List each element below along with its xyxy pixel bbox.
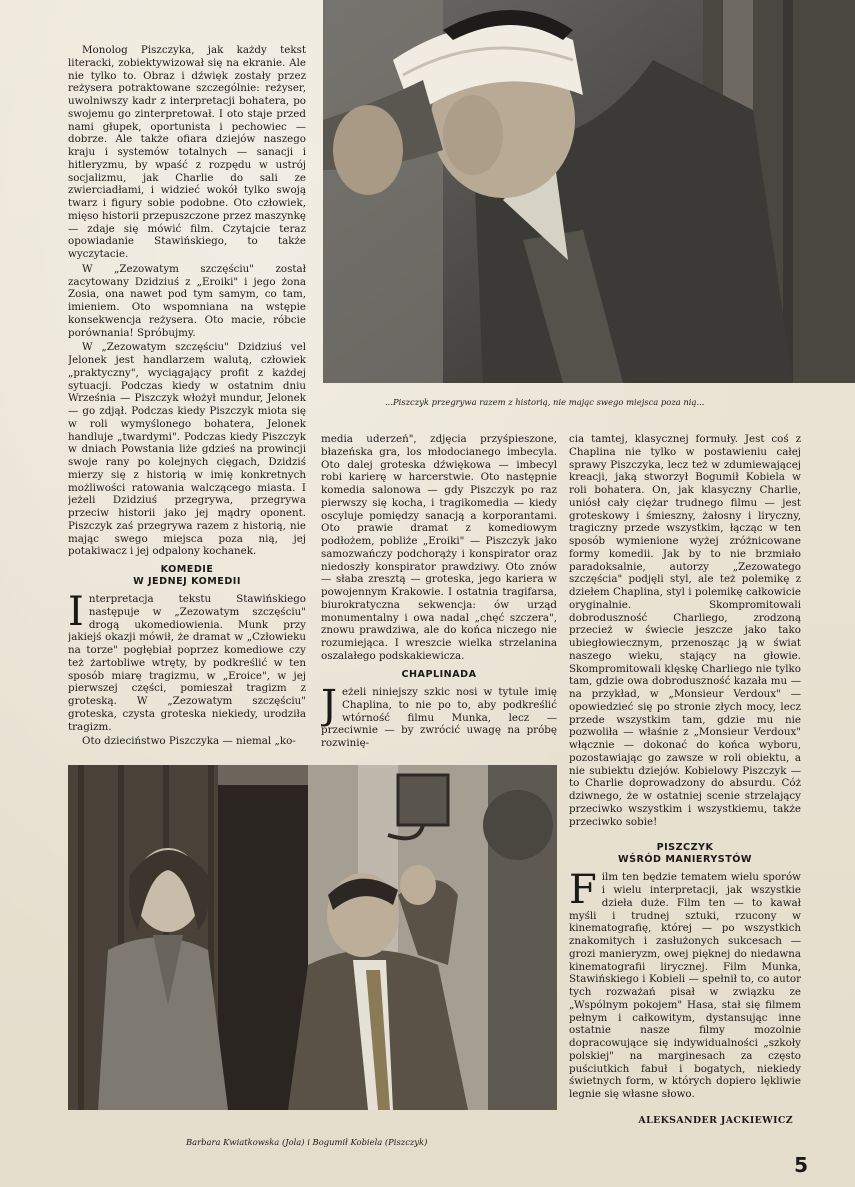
bottom-photo-caption: Barbara Kwiatkowska (Jola) i Bogumił Kobiela (Piszczyk) bbox=[186, 1137, 428, 1147]
paragraph: W „Zezowatym szczęściu" Dzidziuś vel Jelonek jest handlarzem walutą, człowiek „praktyczny", wyciągający profit z każdej sytuacji. Podczas kiedy w ostatnim dniu Września — Piszczyk włożył mundur, Jelonek — go zdjął. Podczas kiedy Piszczyk miota się w roli wymyślonego bohatera, Jelonek handluje „twardymi". Podczas kiedy Piszczyk w dniach Powstania liże gdzieś na prowincji swoje rany po kolejnych cięgach, Dzidziś mierzy się z historią w imię konkretnych możliwości ratowania walczącego miasta. I jeżeli Dzidziuś przegrywa, przegrywa przeciw historii jako jej mądry oponent. Piszczyk zaś przegrywa razem z historią, nie mając swego miejsca poza nią, jej potakiwacz i jej odpalony kochanek. bbox=[68, 341, 306, 558]
paragraph: Oto dzieciństwo Piszczyka — niemal „ko- bbox=[82, 735, 296, 748]
column-2 bbox=[321, 433, 557, 756]
column-1 bbox=[68, 44, 306, 756]
drop-cap: F bbox=[569, 867, 597, 914]
man-with-bandage-photo bbox=[323, 0, 855, 383]
drop-cap: I bbox=[68, 589, 84, 635]
top-photo-caption: ...Piszczyk przegrywa razem z historią, nie mając swego miejsca poza nią... bbox=[385, 397, 705, 407]
paragraph: Film ten będzie tematem wielu sporów i wielu interpretacji, jak wszystkie dzieła duże. Film ten — to kawał myśli i trudnej sztuki, rzucony w kinematografię, której — po wszystkich znakomitych i zasłużonych sukcesach — grozi manieryzm, owej pięknej do niedawna kinematografii lirycznej. Film Munka, Stawińskiego i Kobieli — spełnił to, co autor tych rozważań pisał w związku ze „Wspólnym pokojem" Hasa, stał się filmem pełnym i całkowitym, dystansując inne ostatnie nasze filmy mozolnie dopracowujące się indywidualności „szkoły polskiej" na marginesach za często puściutkich fabuł i bogatych, niekiedy świetnych form, w których dopiero lękliwie legnie się własne słowo. bbox=[569, 867, 801, 1100]
paragraph: media uderzeń", zdjęcia przyśpieszone, błazeńska gra, los młodocianego imbecyla. Oto dalej groteska dźwiękowa — imbecyl robi karierę w harcerstwie. Oto następnie komedia salonowa — gdy Piszczyk po raz pierwszy się kocha, i tragikomedia — kiedy oscyluje pomiędzy sanacją a korporantami. Oto prawie dramat z komediowym podłożem, pobliże „Eroiki" — Piszczyk jako samozwańczy podchorąży i konspirator oraz niedoszły konspirator prawdziwy. Oto znów — słaba zresztą — groteska, jego kariera w powojennym Krakowie. I ostatnia tragifarsa, biurokratyczna sekwencja: ów urząd monumentalny i owa nadal „chęć szczera", znowu prawdziwa, ale do końca niczego nie rozumiejąca. I wreszcie wielka strzelanina oszalałego podskakiewicza. bbox=[321, 433, 557, 662]
paragraph: Interpretacja tekstu Stawińskiego następuje w „Zezowatym szczęściu" drogą ukomediowienia. Munk przy jakiejś okazji mówił, że dramat w „Człowieku na torze" pogłębiał poprzez komediowe czy też żartobliwe wtręty, by podkreślić w ten sposób miarę tragizmu, w „Eroice", w jej pierwszej części, pomieszał tragizm z groteską. W „Zezowatym szczęściu" groteska, czysta groteska niekiedy, urodziła tragizm. bbox=[68, 589, 306, 733]
paragraph: W „Zezowatym szczęściu" został zacytowany Dzidziuś z „Eroiki" i jego żona Zosia, ona nawet pod tym samym, co tam, imieniem. Oto wspomniana na wstępie konsekwencja reżysera. Oto macie, róbcie porównania! Spróbujmy. bbox=[68, 262, 306, 339]
author-name: ALEKSANDER JACKIEWICZ bbox=[638, 1114, 793, 1126]
section-heading: KOMEDIE W JEDNEJ KOMEDII bbox=[133, 564, 241, 587]
couple-at-doorway-photo bbox=[68, 765, 557, 1110]
bottom-photo bbox=[68, 765, 557, 1110]
paragraph: Jeżeli niniejszy szkic nosi w tytule imię Chaplina, to nie po to, aby podkreślić wtórność filmu Munka, lecz — przeciwnie — by zwrócić uwagę na próbę rozwinię- bbox=[321, 682, 557, 749]
paragraph: cia tamtej, klasycznej formuły. Jest coś z Chaplina nie tylko w postawieniu całej sprawy Piszczyka, lecz też w zdumiewającej kreacji, jaką stworzył Bogumił Kobiela w roli bohatera. On, jak klasyczny Charlie, uniósł cały ciężar trudnego filmu — jest groteskowy i śmieszny, żałosny i liryczny, tragiczny przede wszystkim, łącząc w ten sposób wymienione wyżej zróżnicowane formy komedii. Jak by to nie brzmiało paradoksalnie, autorzy „Zezowatego szczęścia" podjęli styl, ale też polemikę z dziełem Chaplina, styl i polemikę całkowicie oryginalnie. Skompromitowali dobroduszność Charliego, zrodzoną przecież w świecie jeszcze jako tako ubiegłowiecznym, przenosząc ją w świat naszego wieku, stający na głowie. Skompromitowali klęskę Charliego nie tylko tam, gdzie owa dobroduszność kazała mu — na przykład, w „Monsieur Verdoux" — opowiedzieć się po stronie złych mocy, lecz przede wszystkim tam, gdzie mu nie pozwoliła — właśnie z „Monsieur Verdoux" włącznie — dokonać do końca wyboru, pozostawiając go zawsze w roli obiektu, a nie subiektu dziejów. Kobielowy Piszczyk — to Charlie doprowadzony do absurdu. Cóż dziwnego, że w ostatniej scenie strzelający przeciwko wszystkim i wszystkiemu, także przeciwko sobie! bbox=[569, 433, 801, 828]
page-number: 5 bbox=[794, 1153, 808, 1177]
section-heading: CHAPLINADA bbox=[401, 668, 477, 680]
column-3 bbox=[569, 433, 801, 1145]
section-heading: PISZCZYK WŚRÓD MANIERYSTÓW bbox=[618, 842, 752, 865]
paragraph: Monolog Piszczyka, jak każdy tekst literacki, zobiektywizował się na ekranie. Ale nie tylko to. Obraz i dźwięk zostały przez reżysera potraktowane szczególnie: reżyser, uwolniwszy kadr z interpretacji bohatera, po swojemu go zinterpretował. I oto staje przed nami głupek, oportunista i pechowiec — dobrze. Ale także ofiara dziejów naszego kraju i systemów totalnych — sanacji i hitleryzmu, by wpaść z rozpędu w ustrój socjalizmu, jak Charlie do sali ze zwierciadłami, i widzieć wokół tylko swoją twarz i figury sobie podobne. Oto człowiek, mięso historii przepuszczone przez maszynkę — zdaje się mówić film. Czytajcie teraz opowiadanie Stawińskiego, to także wyczytacie. bbox=[68, 44, 306, 260]
top-photo bbox=[323, 0, 855, 383]
drop-cap: J bbox=[321, 682, 338, 728]
